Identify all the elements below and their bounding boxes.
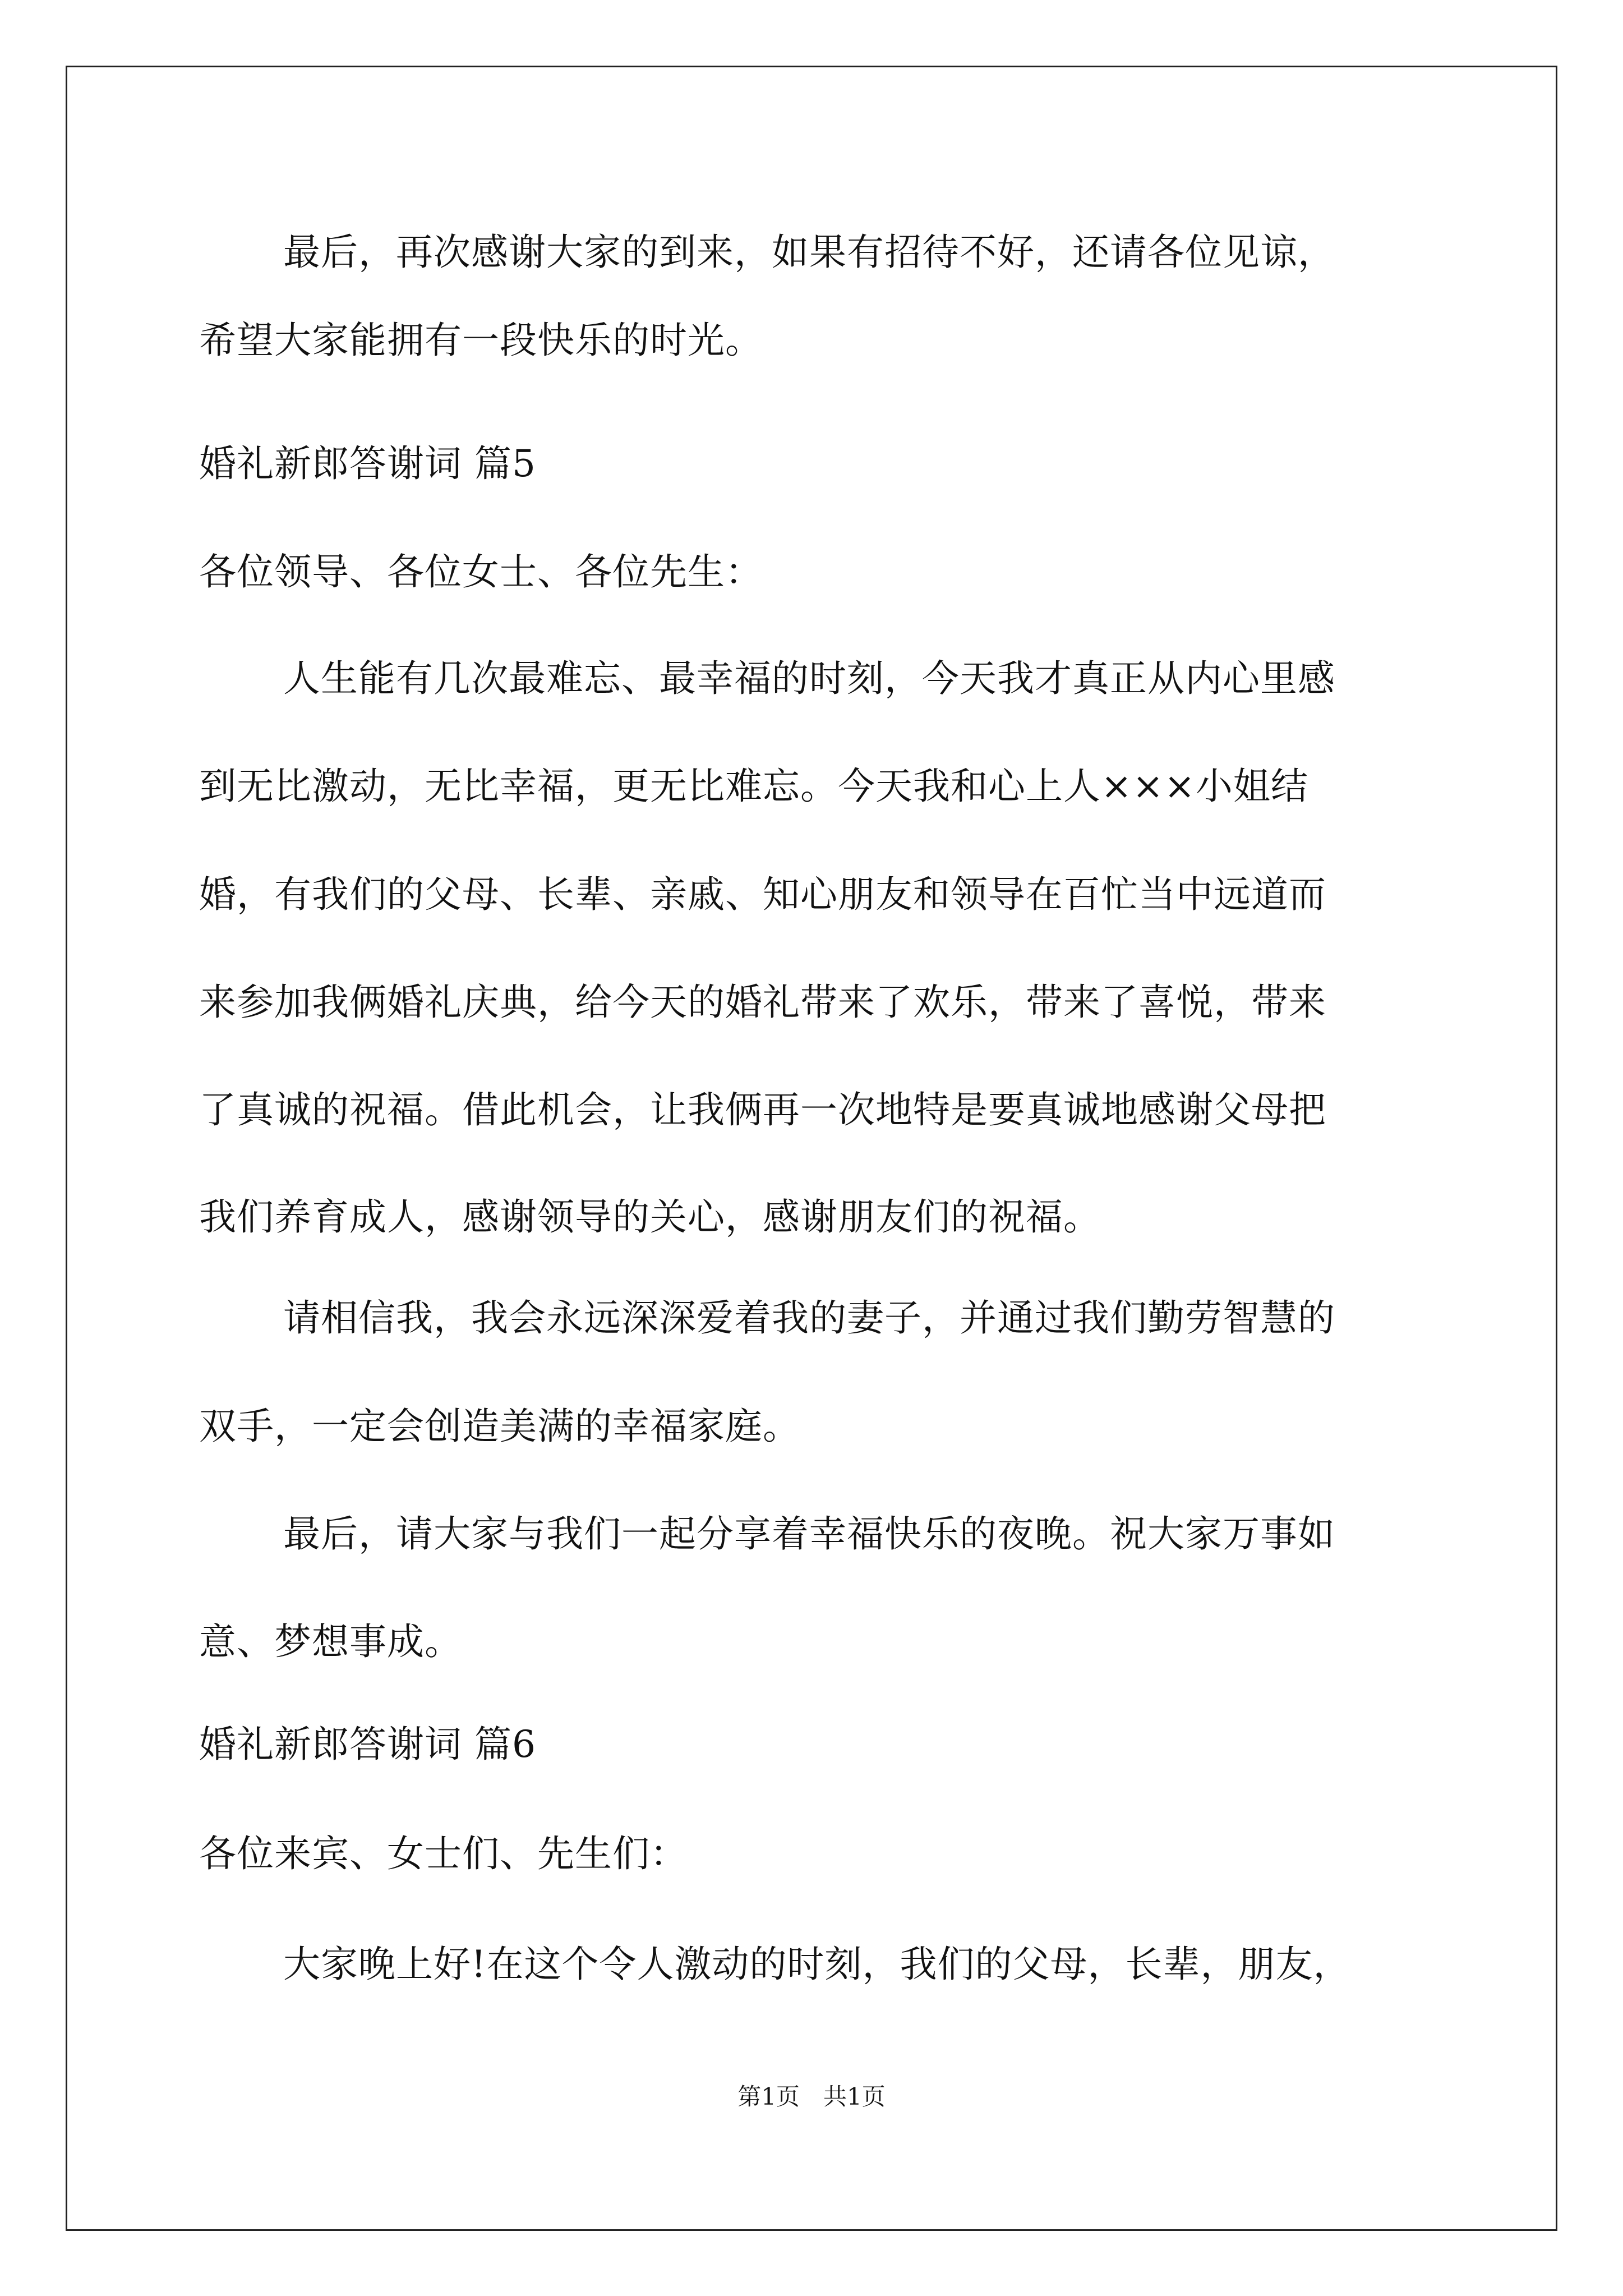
paragraph-line: 意、梦想事成。 <box>199 1620 462 1663</box>
section-heading: 婚礼新郎答谢词 篇5 <box>199 442 536 485</box>
page-border <box>66 66 1557 2231</box>
paragraph-line: 来参加我俩婚礼庆典，给今天的婚礼带来了欢乐，带来了喜悦，带来 <box>199 981 1326 1024</box>
page-footer: 第1页 共1页 <box>737 2083 886 2110</box>
paragraph-line: 请相信我，我会永远深深爱着我的妻子，并通过我们勤劳智慧的 <box>283 1296 1335 1340</box>
paragraph-line: 了真诚的祝福。借此机会，让我俩再一次地特是要真诚地感谢父母把 <box>199 1088 1326 1131</box>
paragraph-line: 人生能有几次最难忘、最幸福的时刻，今天我才真正从内心里感 <box>283 657 1335 700</box>
section-heading: 婚礼新郎答谢词 篇6 <box>199 1723 536 1766</box>
paragraph-line: 希望大家能拥有一段快乐的时光。 <box>199 319 763 362</box>
paragraph-line: 最后，请大家与我们一起分享着幸福快乐的夜晚。祝大家万事如 <box>283 1512 1335 1556</box>
salutation: 各位来宾、女士们、先生们： <box>199 1832 688 1875</box>
paragraph-line: 婚，有我们的父母、长辈、亲戚、知心朋友和领导在百忙当中远道而 <box>199 873 1326 916</box>
paragraph-line: 我们养育成人，感谢领导的关心，感谢朋友们的祝福。 <box>199 1195 1101 1239</box>
paragraph-line: 到无比激动，无比幸福，更无比难忘。今天我和心上人×××小姐结 <box>199 765 1308 808</box>
paragraph-line: 双手，一定会创造美满的幸福家庭。 <box>199 1405 800 1448</box>
salutation: 各位领导、各位女士、各位先生： <box>199 550 763 593</box>
paragraph-line: 大家晚上好!在这个令人激动的时刻，我们的父母，长辈，朋友， <box>283 1943 1351 1986</box>
paragraph-line: 最后，再次感谢大家的到来，如果有招待不好，还请各位见谅， <box>283 231 1335 274</box>
